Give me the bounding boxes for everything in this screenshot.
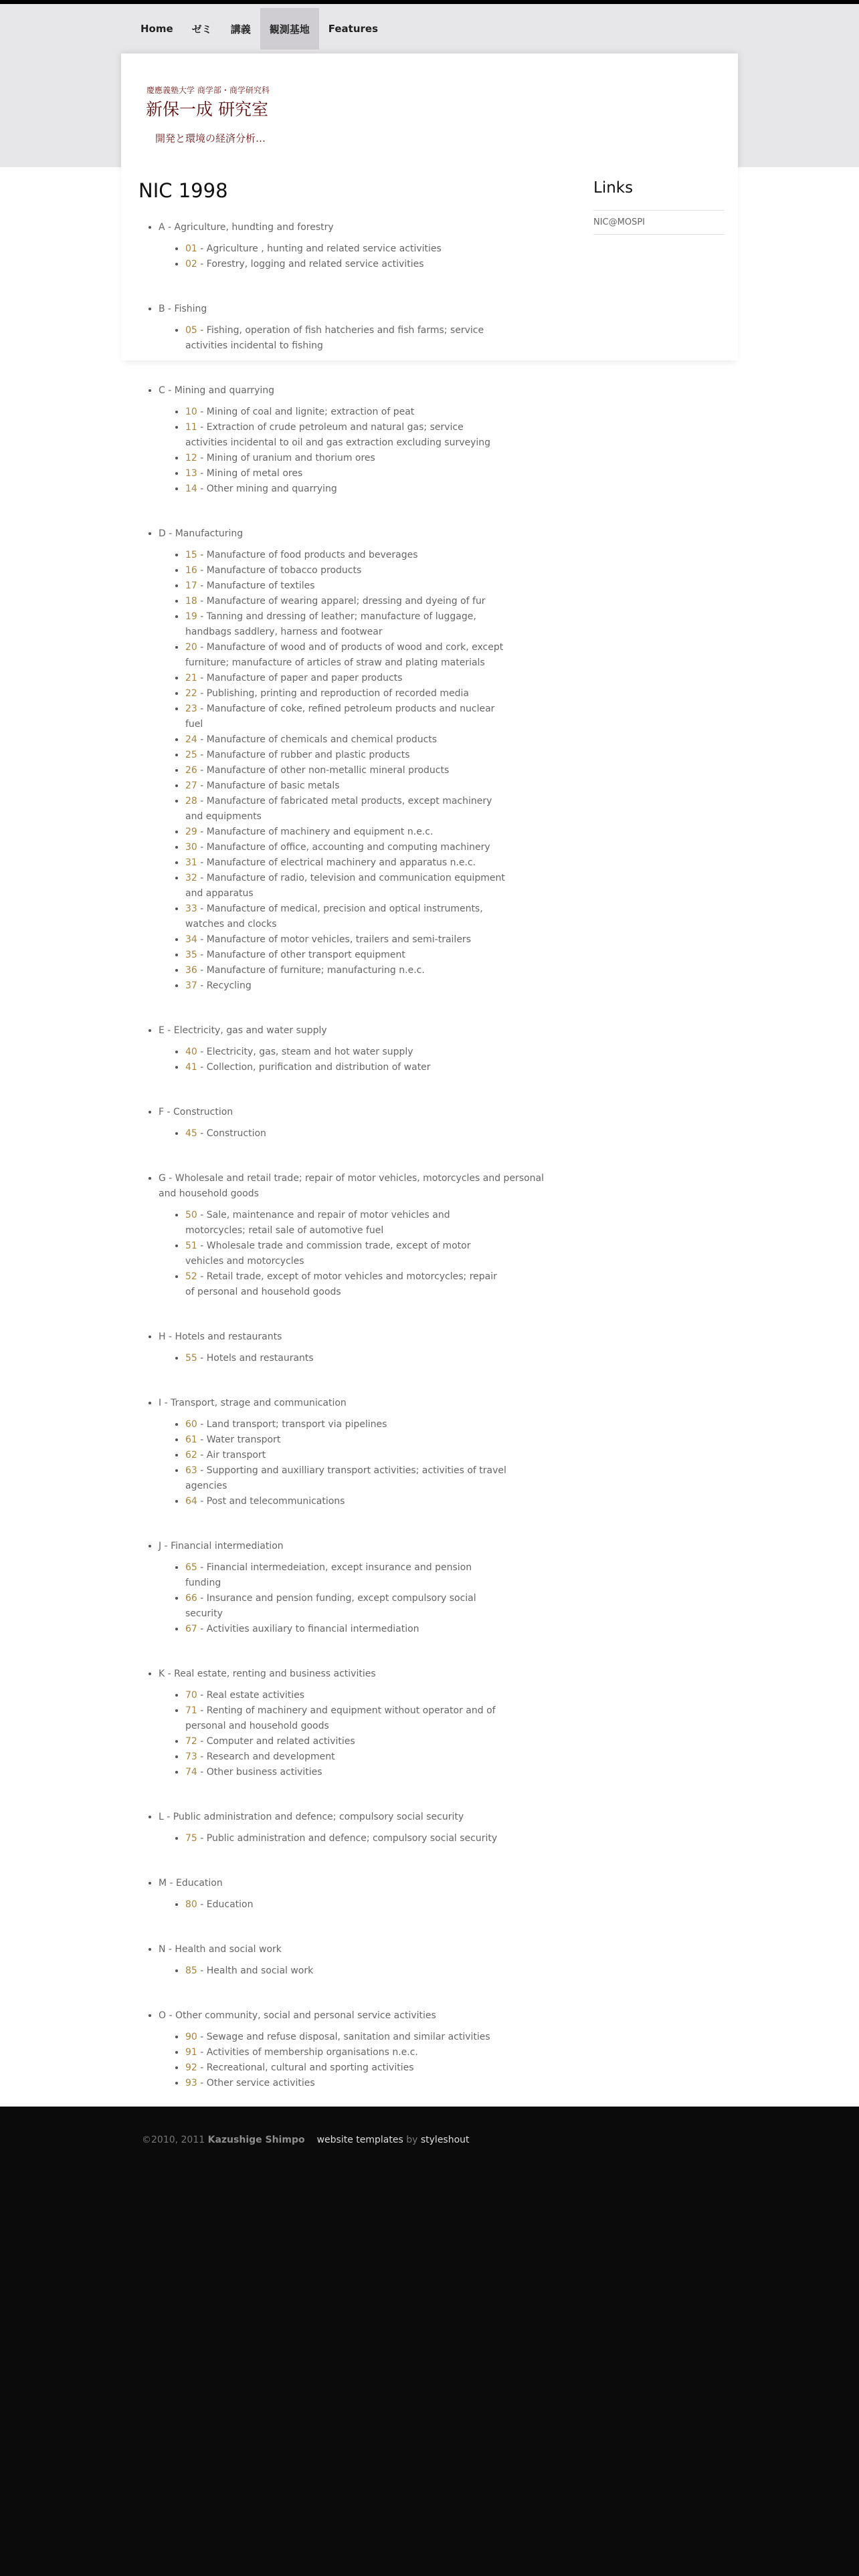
division-code[interactable]: 71 — [185, 1705, 197, 1716]
division-name: - Tanning and dressing of leather; manufacture of luggage, handbags saddlery, harness and footwear — [185, 611, 476, 637]
nic-section — [159, 1539, 553, 1637]
division-item — [185, 481, 506, 497]
division-list — [159, 1688, 553, 1780]
division-item — [185, 257, 506, 272]
division-code[interactable]: 80 — [185, 1899, 197, 1910]
division-item — [185, 702, 506, 732]
division-code[interactable]: 35 — [185, 950, 197, 960]
division-code[interactable]: 33 — [185, 903, 197, 914]
division-name: - Manufacture of textiles — [197, 580, 315, 591]
division-list — [159, 1560, 553, 1637]
division-name: - Mining of coal and lignite; extraction of peat — [197, 407, 415, 417]
division-code[interactable]: 85 — [185, 1965, 197, 1976]
division-list — [159, 1831, 553, 1846]
division-item — [185, 1765, 506, 1780]
division-name: - Extraction of crude petroleum and natural gas; service activities incidental to oil and gas extraction excluding surveying — [185, 422, 491, 448]
division-item — [185, 323, 506, 354]
division-code[interactable]: 13 — [185, 468, 197, 479]
division-list — [159, 405, 553, 497]
division-name: - Manufacture of chemicals and chemical products — [197, 734, 438, 745]
division-code[interactable]: 26 — [185, 765, 197, 776]
nic-section — [159, 1171, 553, 1300]
division-list — [159, 1045, 553, 1075]
division-item — [185, 2045, 506, 2060]
division-list — [159, 548, 553, 994]
section-title: N - Health and social work — [159, 1944, 282, 1955]
section-title: F - Construction — [159, 1107, 233, 1117]
nic-section — [159, 1942, 553, 1979]
division-list — [159, 323, 553, 354]
division-name: - Recycling — [197, 980, 252, 991]
division-name: - Forestry, logging and related service activities — [197, 259, 424, 270]
section-title: C - Mining and quarrying — [159, 385, 274, 396]
division-code[interactable]: 60 — [185, 1419, 197, 1430]
division-item — [185, 1734, 506, 1749]
division-code[interactable]: 24 — [185, 734, 197, 745]
sidebar-link[interactable]: NIC@MOSPI — [593, 217, 646, 227]
division-item — [185, 1703, 506, 1734]
lab-name[interactable]: 新保一成 研究室 — [146, 100, 268, 119]
division-name: - Manufacture of medical, precision and optical instruments, watches and clocks — [185, 903, 483, 930]
division-name: - Manufacture of wearing apparel; dressing and dyeing of fur — [197, 596, 486, 607]
nav-item-2[interactable]: ゼミ — [191, 23, 212, 35]
nic-section — [159, 1876, 553, 1913]
division-code[interactable]: 36 — [185, 965, 197, 976]
division-item — [185, 1749, 506, 1765]
division-item — [185, 1269, 506, 1300]
division-item — [185, 1622, 506, 1637]
top-banner — [0, 0, 859, 167]
division-name: - Publishing, printing and reproduction of recorded media — [197, 688, 469, 699]
division-name: - Supporting and auxilliary transport activities; activities of travel agencies — [185, 1465, 506, 1491]
division-code[interactable]: 41 — [185, 1062, 197, 1073]
section-title: B - Fishing — [159, 304, 207, 314]
nic-section — [159, 1810, 553, 1846]
division-name: - Financial intermedeiation, except insurance and pension funding — [185, 1562, 472, 1588]
section-title: K - Real estate, renting and business activities — [159, 1669, 376, 1679]
nic-section — [159, 526, 553, 994]
division-name: - Air transport — [197, 1450, 266, 1461]
division-code[interactable]: 23 — [185, 704, 197, 714]
division-name: - Sewage and refuse disposal, sanitation and similar activities — [197, 2032, 490, 2042]
division-item — [185, 1897, 506, 1913]
division-code[interactable]: 63 — [185, 1465, 197, 1476]
division-code[interactable]: 50 — [185, 1210, 197, 1220]
division-name: - Hotels and restaurants — [197, 1353, 314, 1364]
division-item — [185, 840, 506, 855]
division-item — [185, 1208, 506, 1239]
division-code[interactable]: 61 — [185, 1434, 197, 1445]
nic-section-list — [138, 220, 553, 2224]
division-name: - Other business activities — [197, 1767, 322, 1778]
author-link[interactable]: Kazushige Shimpo — [207, 2135, 305, 2145]
division-code[interactable]: 32 — [185, 873, 197, 883]
division-code[interactable]: 62 — [185, 1450, 197, 1461]
styleshout-link[interactable]: styleshout — [420, 2135, 470, 2145]
section-title: E - Electricity, gas and water supply — [159, 1025, 327, 1036]
division-name: - Manufacture of machinery and equipment n.e.c. — [197, 827, 434, 837]
nic-section — [159, 1105, 553, 1142]
division-code[interactable]: 93 — [185, 2078, 197, 2088]
division-name: - Collection, purification and distribution of water — [197, 1062, 431, 1073]
division-name: - Manufacture of basic metals — [197, 780, 340, 791]
division-code[interactable]: 37 — [185, 980, 197, 991]
page-title: NIC 1998 — [138, 179, 228, 202]
division-code[interactable]: 65 — [185, 1562, 197, 1573]
division-code[interactable]: 73 — [185, 1751, 197, 1762]
division-name: - Renting of machinery and equipment without operator and of personal and household goods — [185, 1705, 496, 1731]
division-name: - Education — [197, 1899, 254, 1910]
nav-item-3[interactable]: 講義 — [230, 23, 251, 35]
division-name: - Mining of uranium and thorium ores — [197, 453, 375, 463]
nic-section — [159, 383, 553, 497]
division-code[interactable]: 22 — [185, 688, 197, 699]
division-code[interactable]: 28 — [185, 796, 197, 807]
division-item — [185, 609, 506, 640]
division-item — [185, 1591, 506, 1622]
division-code[interactable]: 20 — [185, 642, 197, 653]
division-list — [159, 1963, 553, 1979]
division-code[interactable]: 19 — [185, 611, 197, 622]
division-code[interactable]: 67 — [185, 1624, 197, 1634]
division-name: - Computer and related activities — [197, 1736, 355, 1747]
section-title: D - Manufacturing — [159, 528, 244, 539]
division-name: - Real estate activities — [197, 1690, 305, 1701]
site-tagline: 開発と環境の経済分析… — [155, 132, 266, 144]
sidebar-divider — [593, 234, 725, 235]
division-name: - Manufacture of office, accounting and computing machinery — [197, 842, 490, 853]
division-name: - Electricity, gas, steam and hot water supply — [197, 1047, 413, 1057]
nic-section — [159, 1396, 553, 1509]
division-item — [185, 855, 506, 871]
division-item — [185, 466, 506, 481]
division-item — [185, 563, 506, 578]
division-item — [185, 1351, 506, 1366]
division-name: - Manufacture of fabricated metal products, except machinery and equipments — [185, 796, 492, 822]
division-item — [185, 1963, 506, 1979]
section-title: H - Hotels and restaurants — [159, 1331, 282, 1342]
division-item — [185, 594, 506, 609]
division-item — [185, 794, 506, 825]
main-content — [138, 174, 553, 2224]
division-code[interactable]: 31 — [185, 857, 197, 868]
division-name: - Manufacture of other non-metallic mineral products — [197, 765, 450, 776]
division-name: - Manufacture of paper and paper products — [197, 673, 403, 683]
division-name: - Construction — [197, 1128, 266, 1139]
division-code[interactable]: 51 — [185, 1241, 197, 1251]
main-nav — [131, 8, 387, 49]
division-item — [185, 1239, 506, 1269]
division-name: - Manufacture of tobacco products — [197, 565, 362, 576]
division-item — [185, 1417, 506, 1432]
division-name: - Recreational, cultural and sporting activities — [197, 2062, 414, 2073]
division-code[interactable]: 25 — [185, 750, 197, 760]
division-item — [185, 778, 506, 794]
division-code[interactable]: 70 — [185, 1690, 197, 1701]
website-templates-link[interactable]: website templates — [316, 2135, 403, 2145]
nic-section — [159, 1023, 553, 1075]
division-code[interactable]: 45 — [185, 1128, 197, 1139]
division-name: - Manufacture of food products and beverages — [197, 550, 418, 560]
division-name: - Manufacture of wood and of products of wood and cork, except furniture; manufacture of articles of straw and plating materials — [185, 642, 504, 668]
division-name: - Wholesale trade and commission trade, except of motor vehicles and motorcycles — [185, 1241, 471, 1267]
division-item — [185, 1126, 506, 1142]
division-code[interactable]: 27 — [185, 780, 197, 791]
division-code[interactable]: 72 — [185, 1736, 197, 1747]
division-name: - Other service activities — [197, 2078, 315, 2088]
division-name: - Manufacture of radio, television and communication equipment and apparatus — [185, 873, 505, 899]
nav-item-4[interactable]: 観測基地 — [260, 8, 319, 49]
division-item — [185, 978, 506, 994]
division-item — [185, 1432, 506, 1448]
division-name: - Other mining and quarrying — [197, 484, 337, 494]
division-name: - Health and social work — [197, 1965, 314, 1976]
division-name: - Mining of metal ores — [197, 468, 303, 479]
division-item — [185, 871, 506, 901]
division-name: - Activities of membership organisations n.e.c. — [197, 2047, 418, 2058]
division-item — [185, 578, 506, 594]
division-code[interactable]: 17 — [185, 580, 197, 591]
nic-section — [159, 302, 553, 354]
division-name: - Agriculture , hunting and related service activities — [197, 243, 442, 254]
nic-section — [159, 1667, 553, 1780]
nav-item-1[interactable]: Home — [140, 23, 173, 35]
division-code[interactable]: 02 — [185, 259, 197, 270]
division-name: - Manufacture of furniture; manufacturing n.e.c. — [197, 965, 425, 976]
sidebar-title: Links — [593, 179, 634, 197]
division-item — [185, 1688, 506, 1703]
nav-item-5[interactable]: Features — [328, 23, 379, 35]
division-item — [185, 948, 506, 963]
division-code[interactable]: 30 — [185, 842, 197, 853]
division-item — [185, 1463, 506, 1494]
division-name: - Retail trade, except of motor vehicles and motorcycles; repair of personal and household goods — [185, 1271, 497, 1297]
division-code[interactable]: 91 — [185, 2047, 197, 2058]
division-code[interactable]: 64 — [185, 1496, 197, 1507]
division-item — [185, 1831, 506, 1846]
division-name: - Insurance and pension funding, except compulsory social security — [185, 1593, 476, 1619]
division-item — [185, 901, 506, 932]
division-name: - Manufacture of coke, refined petroleum products and nuclear fuel — [185, 704, 495, 730]
division-code[interactable]: 90 — [185, 2032, 197, 2042]
division-list — [159, 1208, 553, 1300]
division-code[interactable]: 10 — [185, 407, 197, 417]
division-list — [159, 1126, 553, 1142]
division-item — [185, 420, 506, 451]
division-item — [185, 451, 506, 466]
sidebar — [593, 179, 725, 235]
division-code[interactable]: 52 — [185, 1271, 197, 1282]
division-item — [185, 241, 506, 257]
nic-section — [159, 2008, 553, 2091]
division-name: - Sale, maintenance and repair of motor vehicles and motorcycles; retail sale of automotive fuel — [185, 1210, 450, 1236]
site-header — [121, 53, 738, 171]
division-code[interactable]: 40 — [185, 1047, 197, 1057]
division-item — [185, 932, 506, 948]
division-code[interactable]: 21 — [185, 673, 197, 683]
division-name: - Manufacture of motor vehicles, trailers and semi-trailers — [197, 934, 471, 945]
division-item — [185, 1060, 506, 1075]
division-code[interactable]: 14 — [185, 484, 197, 494]
division-code[interactable]: 66 — [185, 1593, 197, 1604]
division-item — [185, 963, 506, 978]
division-list — [159, 1897, 553, 1913]
division-code[interactable]: 18 — [185, 596, 197, 607]
section-title: L - Public administration and defence; compulsory social security — [159, 1812, 464, 1822]
division-name: - Activities auxiliary to financial intermediation — [197, 1624, 419, 1634]
division-code[interactable]: 11 — [185, 422, 197, 433]
division-name: - Water transport — [197, 1434, 281, 1445]
division-item — [185, 405, 506, 420]
division-code[interactable]: 74 — [185, 1767, 197, 1778]
copyright-text: ©2010, 2011 — [142, 2135, 208, 2145]
section-title: I - Transport, strage and communication — [159, 1398, 347, 1408]
section-title: O - Other community, social and personal service activities — [159, 2010, 436, 2021]
by-text: by — [403, 2135, 421, 2145]
division-code[interactable]: 34 — [185, 934, 197, 945]
nic-section — [159, 220, 553, 272]
section-title: A - Agriculture, hundting and forestry — [159, 222, 334, 233]
division-list — [159, 2030, 553, 2091]
division-code[interactable]: 92 — [185, 2062, 197, 2073]
section-title: G - Wholesale and retail trade; repair of motor vehicles, motorcycles and personal and household goods — [159, 1173, 545, 1199]
division-item — [185, 1494, 506, 1509]
division-name: - Land transport; transport via pipelines — [197, 1419, 387, 1430]
division-item — [185, 686, 506, 702]
division-name: - Post and telecommunications — [197, 1496, 345, 1507]
division-item — [185, 825, 506, 840]
division-item — [185, 732, 506, 748]
division-item — [185, 548, 506, 563]
division-name: - Public administration and defence; compulsory social security — [197, 1833, 498, 1844]
division-list — [159, 241, 553, 272]
division-item — [185, 2076, 506, 2091]
division-item — [185, 1045, 506, 1060]
division-code[interactable]: 55 — [185, 1353, 197, 1364]
division-code[interactable]: 15 — [185, 550, 197, 560]
division-code[interactable]: 05 — [185, 325, 197, 336]
division-item — [185, 671, 506, 686]
sidebar-links — [593, 211, 725, 234]
footer — [0, 2107, 859, 2576]
division-item — [185, 748, 506, 763]
division-name: - Research and development — [197, 1751, 335, 1762]
division-item — [185, 2030, 506, 2045]
university-name: 慶應義塾大学 商学部・商学研究科 — [147, 86, 270, 95]
nic-section — [159, 1329, 553, 1366]
division-item — [185, 1560, 506, 1591]
division-item — [185, 1448, 506, 1463]
division-name: - Manufacture of other transport equipment — [197, 950, 405, 960]
division-name: - Fishing, operation of fish hatcheries and fish farms; service activities incidental to fishing — [185, 325, 484, 351]
division-item — [185, 2060, 506, 2076]
footer-credits — [142, 2135, 470, 2145]
division-item — [185, 640, 506, 671]
division-code[interactable]: 29 — [185, 827, 197, 837]
division-code[interactable]: 12 — [185, 453, 197, 463]
division-name: - Manufacture of electrical machinery and apparatus n.e.c. — [197, 857, 476, 868]
division-item — [185, 763, 506, 778]
division-code[interactable]: 75 — [185, 1833, 197, 1844]
division-list — [159, 1417, 553, 1509]
section-title: J - Financial intermediation — [159, 1541, 284, 1551]
section-title: M - Education — [159, 1878, 223, 1889]
division-code[interactable]: 16 — [185, 565, 197, 576]
division-name: - Manufacture of rubber and plastic products — [197, 750, 410, 760]
division-code[interactable]: 01 — [185, 243, 197, 254]
division-list — [159, 1351, 553, 1366]
